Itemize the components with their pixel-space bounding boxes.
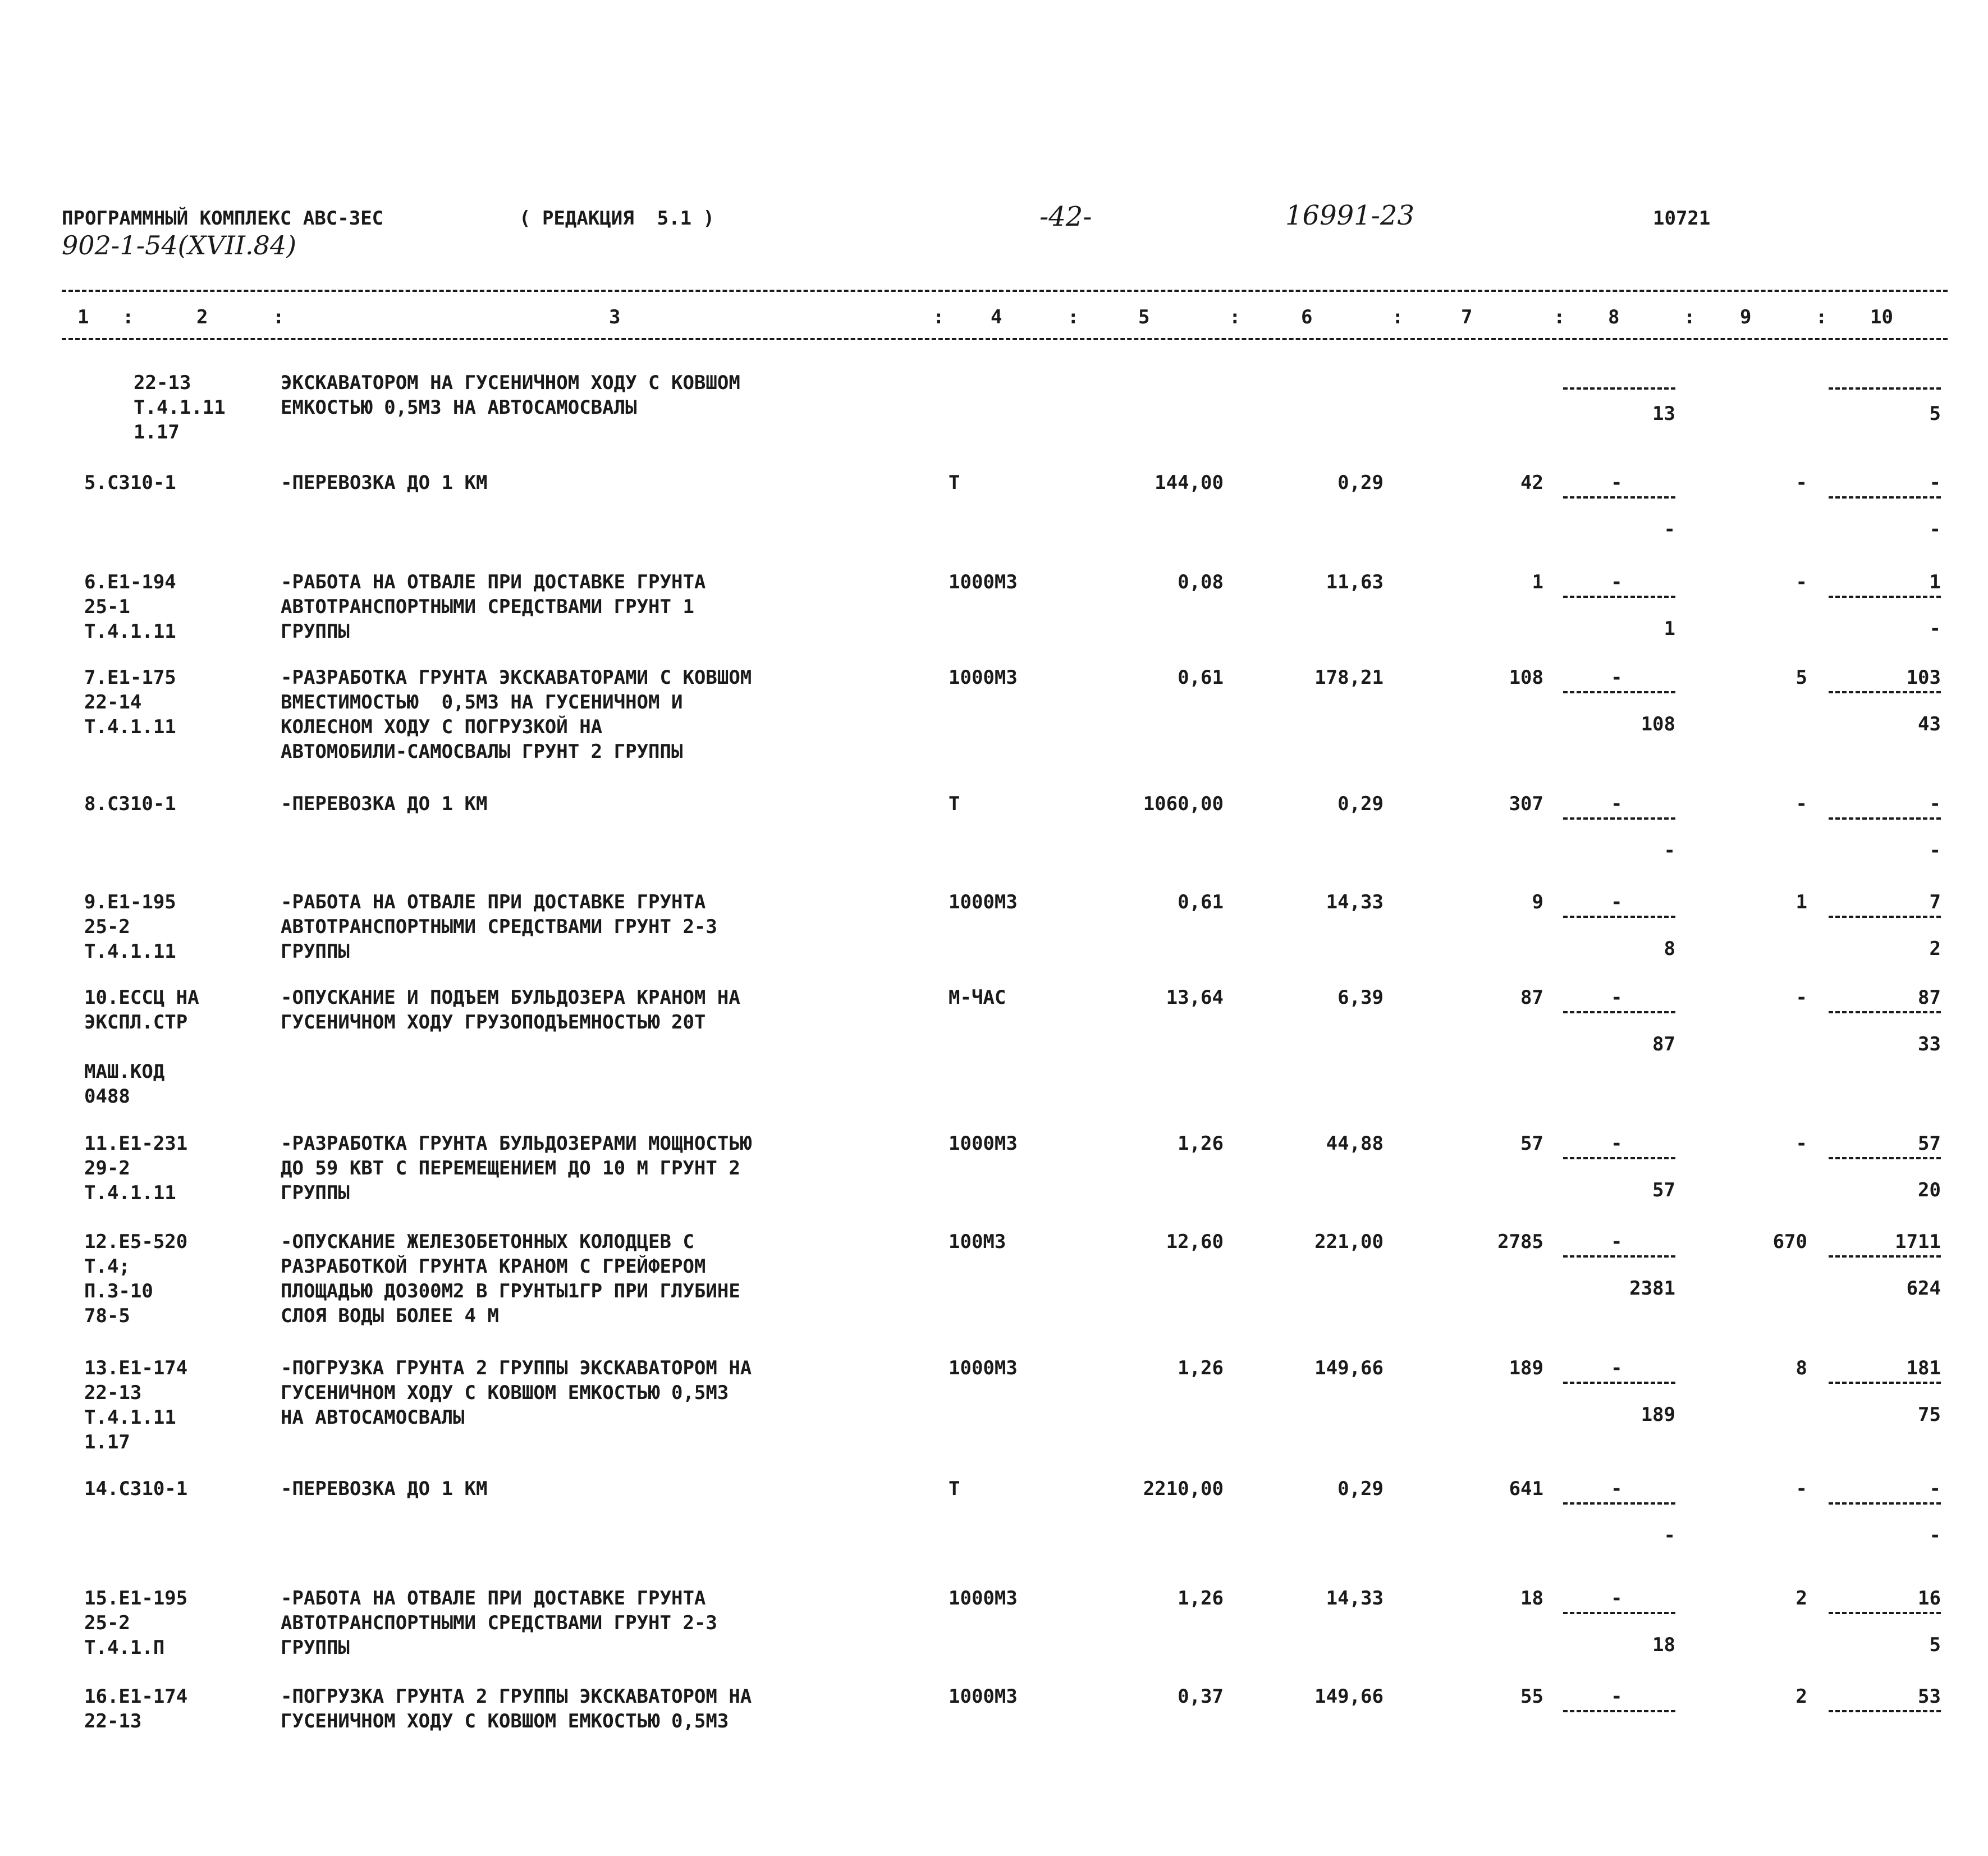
row-col8-bottom: - [1664, 1524, 1675, 1547]
row-col8-top: - [1611, 1478, 1623, 1500]
row-total: 55 [1520, 1685, 1543, 1708]
row-quantity: 1,26 [1178, 1587, 1224, 1610]
row-code: 22-13 Т.4.1.11 1.17 [134, 372, 226, 444]
cell-separator [1563, 1011, 1675, 1013]
cell-col8-bottom: 13 [1652, 403, 1675, 425]
row-col9: 5 [1795, 666, 1807, 689]
row-col8-top: - [1611, 1132, 1623, 1155]
row-col8-bottom: 189 [1641, 1404, 1675, 1426]
cell-separator [1563, 1502, 1675, 1505]
row-description: -РАБОТА НА ОТВАЛЕ ПРИ ДОСТАВКЕ ГРУНТА АВТОТРАНСПОРТНЫМИ СРЕДСТВАМИ ГРУНТ 2-3 ГРУППЫ [281, 891, 717, 963]
cell-separator [1563, 496, 1675, 499]
row-col10-top: 53 [1918, 1685, 1941, 1708]
row-col9: 1 [1795, 891, 1807, 913]
row-col10-bottom: 2 [1929, 938, 1941, 960]
row-col8-top: - [1611, 891, 1623, 913]
row-unit: 1000М3 [949, 571, 1018, 593]
cell-separator [1563, 1255, 1675, 1258]
col-sep: : [1684, 306, 1696, 328]
col-header-1: 1 [77, 306, 89, 328]
row-col10-top: 1711 [1895, 1231, 1941, 1253]
row-code: 6.Е1-194 25-1 Т.4.1.11 [84, 571, 176, 643]
cell-separator [1829, 1382, 1941, 1384]
row-code: 9.Е1-195 25-2 Т.4.1.11 [84, 891, 176, 963]
row-price: 14,33 [1326, 1587, 1384, 1610]
row-description: -ПОГРУЗКА ГРУНТА 2 ГРУППЫ ЭКСКАВАТОРОМ НА ГУСЕНИЧНОМ ХОДУ С КОВШОМ ЕМКОСТЬЮ 0,5М3 НА АВТОСАМОСВАЛЫ [281, 1357, 752, 1429]
row-col8-bottom: - [1664, 839, 1675, 862]
col-sep: : [273, 306, 285, 328]
row-total: 641 [1509, 1478, 1543, 1500]
row-col8-top: - [1611, 1357, 1623, 1379]
cell-separator [1563, 596, 1675, 598]
cell-separator [1563, 691, 1675, 693]
row-quantity: 1,26 [1178, 1132, 1224, 1155]
row-quantity: 0,61 [1178, 666, 1224, 689]
cell-separator [1829, 387, 1941, 390]
row-unit: М-ЧАС [949, 986, 1006, 1009]
project-designation: 902-1-54(XVII.84) [62, 230, 297, 260]
row-description: -ПЕРЕВОЗКА ДО 1 КМ [281, 793, 488, 815]
row-description: -ПЕРЕВОЗКА ДО 1 КМ [281, 472, 488, 494]
row-price: 221,00 [1314, 1231, 1384, 1253]
row-col9: - [1795, 472, 1807, 494]
row-col8-top: - [1611, 1587, 1623, 1610]
row-total: 307 [1509, 793, 1543, 815]
row-unit: Т [949, 1478, 960, 1500]
row-col10-bottom: 624 [1906, 1277, 1941, 1300]
row-total: 42 [1520, 472, 1543, 494]
col-header-9: 9 [1740, 306, 1752, 328]
row-code: 13.Е1-174 22-13 Т.4.1.11 1.17 [84, 1357, 188, 1453]
row-col10-bottom: 75 [1918, 1404, 1941, 1426]
row-col10-bottom: 20 [1918, 1179, 1941, 1201]
col-sep: : [1816, 306, 1827, 328]
col-header-8: 8 [1608, 306, 1620, 328]
row-total: 9 [1532, 891, 1543, 913]
row-quantity: 13,64 [1166, 986, 1224, 1009]
row-col10-top: - [1929, 472, 1941, 494]
row-description: -РАЗРАБОТКА ГРУНТА ЭКСКАВАТОРАМИ С КОВШОМ ВМЕСТИМОСТЬЮ 0,5М3 НА ГУСЕНИЧНОМ И КОЛЕСНОМ ХОДУ С ПОГРУЗКОЙ НА АВТОМОБИЛИ-САМОСВАЛЫ ГРУНТ 2 ГРУППЫ [281, 666, 752, 763]
cell-separator [1829, 1612, 1941, 1614]
row-unit: Т [949, 472, 960, 494]
cell-separator [1829, 1710, 1941, 1712]
row-unit: 1000М3 [949, 891, 1018, 913]
row-col8-top: - [1611, 571, 1623, 593]
row-quantity: 1060,00 [1143, 793, 1224, 815]
row-col8-top: - [1611, 793, 1623, 815]
row-col8-bottom: 57 [1652, 1179, 1675, 1201]
row-code: 5.С310-1 [84, 472, 176, 494]
row-quantity: 2210,00 [1143, 1478, 1224, 1500]
col-header-5: 5 [1138, 306, 1150, 328]
row-col9: - [1795, 986, 1807, 1009]
cell-separator [1829, 596, 1941, 598]
row-description: -РАБОТА НА ОТВАЛЕ ПРИ ДОСТАВКЕ ГРУНТА АВТОТРАНСПОРТНЫМИ СРЕДСТВАМИ ГРУНТ 1 ГРУППЫ [281, 571, 706, 643]
col-sep: : [933, 306, 945, 328]
row-col10-bottom: - [1929, 518, 1941, 541]
row-description: -ПОГРУЗКА ГРУНТА 2 ГРУППЫ ЭКСКАВАТОРОМ НА ГУСЕНИЧНОМ ХОДУ С КОВШОМ ЕМКОСТЬЮ 0,5М3 [281, 1685, 752, 1732]
row-col9: 2 [1795, 1587, 1807, 1610]
col-sep: : [1068, 306, 1079, 328]
row-description: -РАБОТА НА ОТВАЛЕ ПРИ ДОСТАВКЕ ГРУНТА АВТОТРАНСПОРТНЫМИ СРЕДСТВАМИ ГРУНТ 2-3 ГРУППЫ [281, 1587, 717, 1659]
col-sep: : [122, 306, 134, 328]
row-col10-bottom: 5 [1929, 1634, 1941, 1656]
row-col8-bottom: - [1664, 518, 1675, 541]
col-header-10: 10 [1870, 306, 1893, 328]
row-description: ЭКСКАВАТОРОМ НА ГУСЕНИЧНОМ ХОДУ С КОВШОМ ЕМКОСТЬЮ 0,5М3 НА АВТОСАМОСВАЛЫ [281, 372, 740, 419]
row-total: 1 [1532, 571, 1543, 593]
cell-separator [1829, 1157, 1941, 1159]
row-code: 16.Е1-174 22-13 [84, 1685, 188, 1732]
row-description: -ОПУСКАНИЕ И ПОДЪЕМ БУЛЬДОЗЕРА КРАНОМ НА ГУСЕНИЧНОМ ХОДУ ГРУЗОПОДЪЕМНОСТЬЮ 20Т [281, 986, 740, 1034]
row-col8-top: - [1611, 986, 1623, 1009]
row-price: 14,33 [1326, 891, 1384, 913]
row-code: 10.ЕССЦ НА ЭКСПЛ.СТР МАШ.КОД 0488 [84, 986, 199, 1108]
row-unit: 1000М3 [949, 1357, 1018, 1379]
row-col8-bottom: 108 [1641, 713, 1675, 735]
col-header-4: 4 [991, 306, 1002, 328]
row-price: 0,29 [1337, 472, 1384, 494]
row-price: 178,21 [1314, 666, 1384, 689]
row-code: 8.С310-1 [84, 793, 176, 815]
cell-separator [1563, 1382, 1675, 1384]
col-header-2: 2 [196, 306, 208, 328]
row-code: 14.С310-1 [84, 1478, 188, 1500]
row-col10-top: - [1929, 793, 1941, 815]
cell-separator [1563, 817, 1675, 820]
row-total: 18 [1520, 1587, 1543, 1610]
row-quantity: 0,08 [1178, 571, 1224, 593]
row-description: -ОПУСКАНИЕ ЖЕЛЕЗОБЕТОННЫХ КОЛОДЦЕВ С РАЗРАБОТКОЙ ГРУНТА КРАНОМ С ГРЕЙФЕРОМ ПЛОЩАДЬЮ ДО300М2 В ГРУНТЫ1ГР ПРИ ГЛУБИНЕ СЛОЯ ВОДЫ БОЛЕЕ 4 М [281, 1231, 740, 1327]
col-sep: : [1554, 306, 1565, 328]
col-sep: : [1229, 306, 1241, 328]
cell-separator [1829, 916, 1941, 918]
header-rule-top [62, 290, 1948, 292]
col-header-3: 3 [609, 306, 621, 328]
row-col8-top: - [1611, 666, 1623, 689]
row-total: 2785 [1497, 1231, 1543, 1253]
document-code: 16991-23 [1285, 200, 1414, 231]
program-title: ПРОГРАММНЫЙ КОМПЛЕКС АВС-3ЕС [62, 207, 384, 230]
row-col8-bottom: 2381 [1629, 1277, 1675, 1300]
row-code: 15.Е1-195 25-2 Т.4.1.П [84, 1587, 188, 1659]
row-col10-bottom: 43 [1918, 713, 1941, 735]
row-description: -РАЗРАБОТКА ГРУНТА БУЛЬДОЗЕРАМИ МОЩНОСТЬЮ ДО 59 КВТ С ПЕРЕМЕЩЕНИЕМ ДО 10 М ГРУНТ 2 ГРУППЫ [281, 1132, 752, 1204]
row-price: 149,66 [1314, 1357, 1384, 1379]
cell-separator [1829, 1011, 1941, 1013]
row-quantity: 1,26 [1178, 1357, 1224, 1379]
cell-col10-bottom: 5 [1929, 403, 1941, 425]
row-unit: 1000М3 [949, 1587, 1018, 1610]
row-description: -ПЕРЕВОЗКА ДО 1 КМ [281, 1478, 488, 1500]
page-number: -42- [1039, 201, 1092, 232]
row-price: 11,63 [1326, 571, 1384, 593]
row-col8-top: - [1611, 472, 1623, 494]
col-header-6: 6 [1301, 306, 1313, 328]
row-col8-top: - [1611, 1231, 1623, 1253]
row-price: 44,88 [1326, 1132, 1384, 1155]
row-col10-top: 16 [1918, 1587, 1941, 1610]
row-col8-bottom: 1 [1664, 618, 1675, 640]
row-code: 12.Е5-520 Т.4; П.3-10 78-5 [84, 1231, 188, 1327]
row-quantity: 0,61 [1178, 891, 1224, 913]
cell-separator [1829, 496, 1941, 499]
row-col8-bottom: 8 [1664, 938, 1675, 960]
col-sep: : [1392, 306, 1404, 328]
row-price: 149,66 [1314, 1685, 1384, 1708]
row-price: 0,29 [1337, 1478, 1384, 1500]
row-col10-top: 103 [1906, 666, 1941, 689]
edition-label: ( РЕДАКЦИЯ 5.1 ) [519, 207, 714, 230]
row-code: 11.Е1-231 29-2 Т.4.1.11 [84, 1132, 188, 1204]
row-col9: 2 [1795, 1685, 1807, 1708]
row-col10-bottom: - [1929, 618, 1941, 640]
row-col10-bottom: - [1929, 1524, 1941, 1547]
document-number: 10721 [1653, 207, 1711, 230]
row-col8-bottom: 18 [1652, 1634, 1675, 1656]
row-unit: 100М3 [949, 1231, 1006, 1253]
header-rule-bottom [62, 338, 1948, 340]
row-price: 6,39 [1337, 986, 1384, 1009]
row-col9: - [1795, 793, 1807, 815]
row-col10-top: 57 [1918, 1132, 1941, 1155]
row-total: 108 [1509, 666, 1543, 689]
cell-separator [1563, 387, 1675, 390]
row-col10-top: 1 [1929, 571, 1941, 593]
cell-separator [1829, 817, 1941, 820]
row-col10-bottom: - [1929, 839, 1941, 862]
row-col10-bottom: 33 [1918, 1033, 1941, 1055]
row-col8-bottom: 87 [1652, 1033, 1675, 1055]
row-code: 7.Е1-175 22-14 Т.4.1.11 [84, 666, 176, 738]
row-total: 189 [1509, 1357, 1543, 1379]
row-col10-top: 7 [1929, 891, 1941, 913]
row-quantity: 144,00 [1155, 472, 1224, 494]
row-unit: 1000М3 [949, 1132, 1018, 1155]
row-col9: - [1795, 571, 1807, 593]
cell-separator [1829, 1255, 1941, 1258]
row-total: 87 [1520, 986, 1543, 1009]
cell-separator [1563, 1157, 1675, 1159]
cell-separator [1563, 1710, 1675, 1712]
cell-separator [1563, 916, 1675, 918]
cell-separator [1563, 1612, 1675, 1614]
row-quantity: 0,37 [1178, 1685, 1224, 1708]
row-unit: 1000М3 [949, 1685, 1018, 1708]
row-col9: 8 [1795, 1357, 1807, 1379]
cell-separator [1829, 691, 1941, 693]
row-col8-top: - [1611, 1685, 1623, 1708]
col-header-7: 7 [1461, 306, 1473, 328]
row-col9: 670 [1772, 1231, 1807, 1253]
row-col9: - [1795, 1132, 1807, 1155]
row-unit: Т [949, 793, 960, 815]
row-col10-top: - [1929, 1478, 1941, 1500]
row-quantity: 12,60 [1166, 1231, 1224, 1253]
row-col10-top: 87 [1918, 986, 1941, 1009]
row-total: 57 [1520, 1132, 1543, 1155]
row-col10-top: 181 [1906, 1357, 1941, 1379]
row-unit: 1000М3 [949, 666, 1018, 689]
cell-separator [1829, 1502, 1941, 1505]
row-price: 0,29 [1337, 793, 1384, 815]
row-col9: - [1795, 1478, 1807, 1500]
